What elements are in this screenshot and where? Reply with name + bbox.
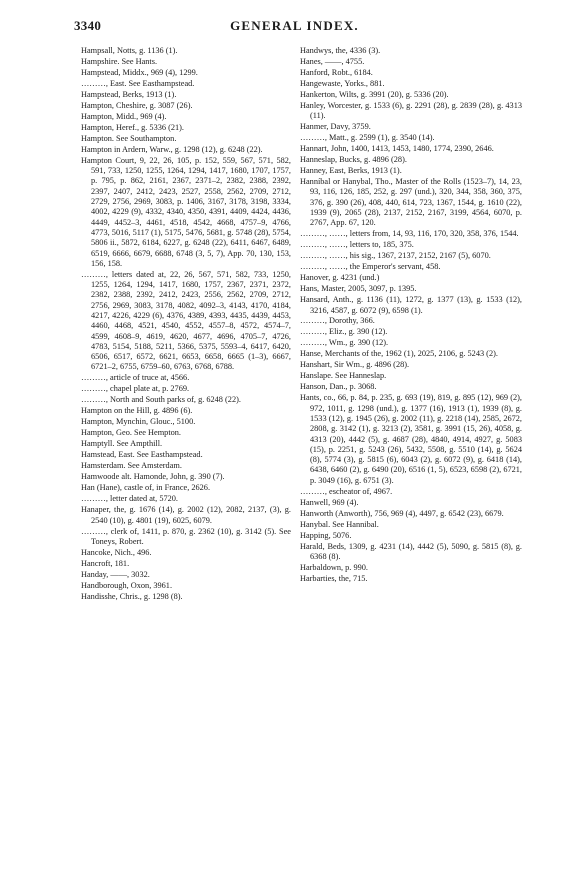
index-entry: ………, ……, the Emperor's servant, 458.: [300, 262, 441, 272]
page-header: [74, 18, 515, 34]
index-entry: Hancroft, 181.: [81, 558, 130, 568]
index-entry: ………, ……, letters from, 14, 93, 116, 170, 320, 358, 376, 1544.: [300, 229, 519, 239]
index-entry: Hangewaste, Yorks., 881.: [300, 78, 385, 88]
index-entry: Hanover, g. 4231 (und.): [300, 273, 380, 283]
index-entry: Hampsall, Notts, g. 1136 (1).: [81, 46, 178, 55]
index-entry: Hanson, Dan., p. 3068.: [300, 382, 377, 392]
index-entry: Hampton, Geo. See Hempton.: [81, 428, 182, 438]
index-entry: Hanníbal or Hanybal, Tho., Master of the Rolls (1523–7), 14, 23, 93, 116, 126, 185, 252, g. 297 (und.), 320, 344, 358, 360, 375, 376, g. 390 (26), 408, 440, 614, 723, 1367, 1544, g. 1610 (22), 1939 (9), 2065 (28), 2137, 2152, 2167, 3199, 4564, 6070, p. 2767, App. 67, 120.: [300, 177, 522, 228]
index-entry: Hankerton, Wilts, g. 3991 (20), g. 5336 (20).: [300, 89, 449, 99]
index-entry: ………, letters dated at, 22, 26, 567, 571, 582, 733, 1250, 1255, 1264, 1294, 1417, 1680, 1757, 2367, 2371, 2372, 2382, 2388, 2392, 2412, 2423, 2556, 2562, 2709, 2712, 2756, 2969, 3083, 3178, 4082, 4092–3, 4143, 4170, 4184, 4217, 4226, 4229 (6), 4376, 4389, 4393, 4435, 4439, 4453, 4460, 4468, 4521, 4540, 4552, 4557–8, 4572, 4574–7, 4599, 4608–9, 4619, 4620, 4677, 4696, 4705–7, 4726, 4783, 5154, 5188, 5211, 5366, 5375, 5593–4, 6417, 6420, 6506, 6517, 6572, 6621, 6653, 6658, 6665 (1–3), 6667, 6721–2, 6755, 6759–60, 6763, 6768, 6788.: [81, 269, 291, 372]
index-entry: Hampton, Midd., 969 (4).: [81, 111, 167, 121]
index-entry: Hampstead, Berks, 1913 (1).: [81, 89, 177, 99]
page-number: 3340: [74, 18, 102, 33]
index-entry: Hamptyll. See Ampthill.: [81, 439, 163, 449]
index-entry: ………, Matt., g. 2599 (1), g. 3540 (14).: [300, 133, 435, 143]
index-entry: Hanworth (Anworth), 756, 969 (4), 4497, g. 6542 (23), 6679.: [300, 508, 504, 518]
index-entry: Handwys, the, 4336 (3).: [300, 46, 381, 55]
index-entry: Harbaldown, p. 990.: [300, 562, 368, 572]
index-entry: ………, clerk of, 1411, p. 870, g. 2362 (10), g. 3142 (5). See Toneys, Robert.: [81, 526, 291, 546]
index-entry: Hampton, Cheshire, g. 3087 (26).: [81, 100, 193, 110]
index-entry: Hannart, John, 1400, 1413, 1453, 1480, 1774, 2390, 2646.: [300, 144, 494, 154]
index-entry: Hans, Master, 2005, 3097, p. 1395.: [300, 284, 417, 294]
index-column-right: [300, 46, 522, 585]
index-entry: ………, letter dated at, 5720.: [81, 494, 179, 504]
index-entry: Hanaper, the, g. 1676 (14), g. 2002 (12), 2082, 2137, (3), g. 2540 (10), g. 4801 (19), 6025, 6079.: [81, 505, 291, 525]
index-entry: Hampton Court, 9, 22, 26, 105, p. 152, 559, 567, 571, 582, 591, 733, 1250, 1255, 1264, 1294, 1417, 1680, 1707, 1757, p. 795, p. 862, 2161, 2367, 2371–2, 2382, 2388, 2392, 2397, 2407, 2412, 2423, 2527, 2558, 2562, 2709, 2712, 2729, 2756, 2969, 3083, p. 1406, 3167, 3178, 3198, 3334, 4002, 4229 (9), 4332, 4340, 4350, 4391, 4409, 4424, 4436, 4449, 4452–3, 4461, 4518, 4542, 4668, 4757–9, 4766, 4773, 5016, 5117 (1), 5175, 5476, 5681, g. 5748 (28), 5754, 5806 ii., 5872, 6184, 6227, g. 6248 (22), 6411, 6467, 6489, 6519, 6666, 6679, 6688, 6748 (3, 5, 7), App. 70, 130, 153, 156, 158.: [81, 155, 291, 268]
index-entry: ………, East. See Easthampstead.: [81, 78, 195, 88]
index-entry: Hampstead, Middx., 969 (4), 1299.: [81, 67, 198, 77]
index-entry: Hanybal. See Hannibal.: [300, 519, 379, 529]
index-entry: Hanley, Worcester, g. 1533 (6), g. 2291 (28), g. 2839 (28), g. 4313 (11).: [300, 100, 522, 121]
index-entry: Hanney, East, Berks, 1913 (1).: [300, 166, 402, 176]
index-entry: Hanes, ——, 4755.: [300, 56, 365, 66]
index-entry: ………, chapel plate at, p. 2769.: [81, 384, 190, 394]
index-entry: ………, article of truce at, 4566.: [81, 373, 190, 383]
index-entry: Hamwoode alt. Hamonde, John, g. 390 (7).: [81, 472, 225, 482]
index-entry: Hamstead, East. See Easthampstead.: [81, 450, 203, 460]
index-entry: ………, North and South parks of, g. 6248 (22).: [81, 395, 241, 405]
index-entry: ………, ……, his sig., 1367, 2137, 2152, 2167 (5), 6070.: [300, 251, 491, 261]
index-entry: Hamsterdam. See Amsterdam.: [81, 461, 182, 471]
index-entry: Hanwell, 969 (4).: [300, 497, 359, 507]
index-entry: ………, Wm., g. 390 (12).: [300, 338, 389, 348]
index-entry: Hanshart, Sir Wm., g. 4896 (28).: [300, 360, 410, 370]
index-entry: ………, ……, letters to, 185, 375.: [300, 240, 414, 250]
index-entry: Hants, co., 66, p. 84, p. 235, g. 693 (19), 819, g. 895 (12), 969 (2), 972, 1011, g. 1298 (und.), g. 1377 (16), 1913 (1), 1939 (8), g. 1533 (12), g. 1945 (26), g. 2002 (11), g. 2218 (14), 2585, 2672, 2808, g. 3142 (1), g. 3213 (2), 3581, g. 3991 (15, 26), 4058, g. 4313 (20), 4442 (5), g. 4687 (28), 4840, 4914, 4927, g. 5083 (15), p. 2251, g. 5243 (26), 5432, 5508, g. 5510 (14), g. 5624 (8), 5774 (3), g. 5815 (6), 6043 (2), g. 6072 (9), g. 6418 (14), 6438, 6460 (2), g. 6490 (20), 6516 (1, 5), 6523, 6598 (2), 6721, p. 3049 (16), g. 6751 (3).: [300, 393, 522, 485]
index-entry: Harbarties, the, 715.: [300, 573, 368, 583]
index-entry: Hanford, Robt., 6184.: [300, 67, 373, 77]
index-entry: Hampton on the Hill, g. 4896 (6).: [81, 406, 193, 416]
index-entry: Hampton. See Southampton.: [81, 133, 177, 143]
index-entry: ………, Eliz., g. 390 (12).: [300, 327, 388, 337]
index-entry: ………, escheator of, 4967.: [300, 486, 393, 496]
running-title: GENERAL INDEX.: [230, 18, 359, 33]
index-entry: Hampton, Heref., g. 5336 (21).: [81, 122, 184, 132]
index-entry: Hanneslap, Bucks, g. 4896 (28).: [300, 155, 407, 165]
index-entry: ………, Dorothy, 366.: [300, 316, 375, 326]
index-entry: Harald, Beds, 1309, g. 4231 (14), 4442 (5), 5090, g. 5815 (8), g. 6368 (8).: [300, 541, 522, 561]
index-entry: Hancoke, Nich., 496.: [81, 547, 152, 557]
index-entry: Hanslape. See Hanneslap.: [300, 371, 387, 381]
index-entry: Hampton in Ardern, Warw., g. 1298 (12), g. 6248 (22).: [81, 144, 263, 154]
index-entry: Handay, ——, 3032.: [81, 569, 150, 579]
index-entry: Handisshe, Chris., g. 1298 (8).: [81, 591, 183, 601]
index-entry: Hanmer, Davy, 3759.: [300, 122, 371, 132]
index-entry: Hampshire. See Hants.: [81, 56, 158, 66]
index-entry: Hansard, Anth., g. 1136 (11), 1272, g. 1377 (13), g. 1533 (12), 3216, 4587, g. 6072 (9), 6598 (1).: [300, 295, 522, 315]
index-entry: Happing, 5076.: [300, 530, 352, 540]
index-entry: Hanse, Merchants of the, 1962 (1), 2025, 2106, g. 5243 (2).: [300, 349, 498, 359]
index-entry: Han (Hane), castle of, in France, 2626.: [81, 483, 211, 493]
index-entry: Hampton, Mynchin, Glouc., 5100.: [81, 417, 196, 427]
index-entry: Handborough, Oxon, 3961.: [81, 580, 173, 590]
index-column-left: [81, 46, 291, 603]
